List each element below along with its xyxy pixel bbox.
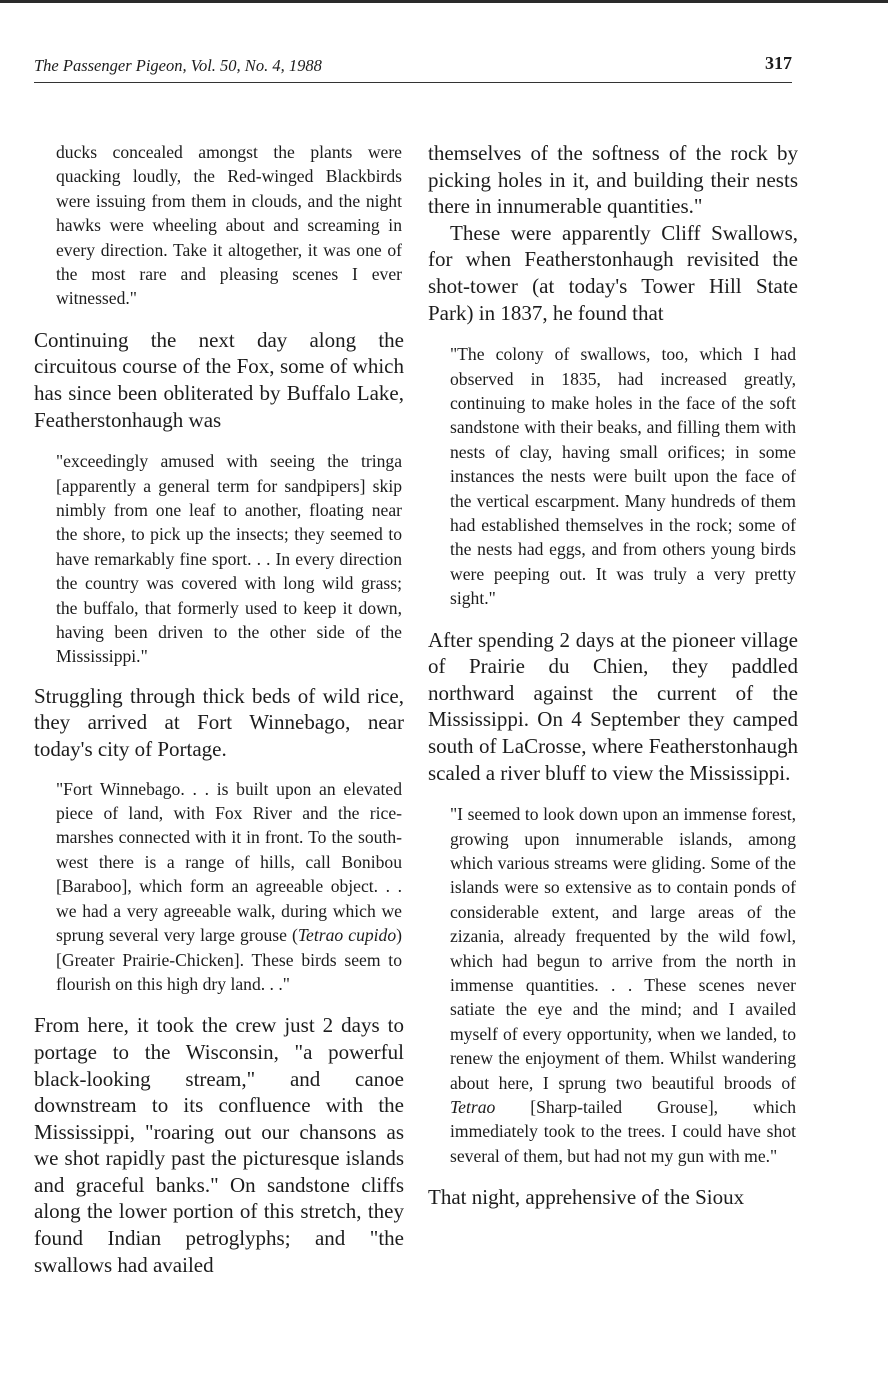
quote-text: "Fort Winnebago. . . is built upon an elevated piece of land, with Fox River and the rice-marshes connected with it in front. To the south-west there is a range of hills, call Bonibou [Baraboo], which form an agreeable object. . . we had a very agreeable walk, during which we sprung several very large grouse ( — [56, 778, 402, 946]
body-paragraph: Struggling through thick beds of wild rice, they arrived at Fort Winnebago, near today's city of Portage. — [34, 683, 404, 762]
top-border-rule — [0, 0, 888, 3]
quote-paragraph — [428, 802, 798, 1168]
quote-paragraph — [34, 777, 404, 997]
body-paragraph: Continuing the next day along the circuitous course of the Fox, some of which has since been obliterated by Buffalo Lake, Featherstonhaugh was — [34, 327, 404, 432]
body-paragraph: That night, apprehensive of the Sioux — [428, 1185, 745, 1210]
body-paragraph: themselves of the softness of the rock by picking holes in it, and building their nests there in innumerable quantities." — [428, 141, 798, 219]
quote-paragraph: ducks concealed amongst the plants were quacking loudly, the Red-winged Blackbirds were issuing from them in clouds, and the night hawks were wheeling about and screaming in every direction. Take it altogether, it was one of the most rare and pleasing scenes I ever witnessed." — [56, 142, 402, 309]
page-number: 317 — [765, 53, 792, 73]
right-column — [428, 140, 798, 1211]
quote-text: ) [Greater Prairie-Chicken]. These birds seem to flourish on this high dry land. . ." — [56, 925, 403, 994]
body-paragraph: After spending 2 days at the pioneer village of Prairie du Chien, they paddled northward against the current of the Mississippi. On 4 September they camped south of LaCrosse, where Featherstonhaugh scaled a river bluff to view the Mississippi. — [428, 627, 798, 785]
quote-text: [Sharp-tailed Grouse], which immediately took to the trees. I could have shot several of them, but had not my gun with me." — [450, 1097, 796, 1166]
body-paragraph: From here, it took the crew just 2 days to portage to the Wisconsin, "a powerful black-looking stream," and canoe downstream to its confluence with the Mississippi, "roaring out our chansons as we shot rapidly past the picturesque islands and graceful banks." On sandstone cliffs along the lower portion of this stretch, they found Indian petroglyphs; and "the swallows had availed — [34, 1013, 404, 1277]
quote-text: "I seemed to look down upon an immense forest, growing upon innumerable islands, among which various streams were gliding. Some of the islands were so extensive as to contain ponds of considerable extent, and large areas of the zizania, already frequented by the wild fowl, which had begun to arrive from the north in immense quantities. . . These scenes never satiate the eye and the mind; and I availed myself of every opportunity, when we landed, to renew the enjoyment of them. Whilst wandering about here, I sprung two beautiful broods of — [450, 804, 796, 1093]
species-name: Tetrao cupido — [297, 925, 397, 946]
quote-paragraph: "The colony of swallows, too, which I had observed in 1835, had increased greatly, continuing to make holes in the face of the soft sandstone with their beaks, and filling them with nests of clay, having small orifices; in some instances the nests were built upon the face of the vertical escarpment. Many hundreds of them had established themselves in the rock; some of the nests had eggs, and from others young birds were peeping out. It was truly a very pretty sight." — [450, 344, 796, 609]
page-header — [34, 50, 792, 83]
body-paragraph: These were apparently Cliff Swallows, for when Featherstonhaugh revisited the shot-tower (at today's Tower Hill State Park) in 1837, he found that — [428, 220, 798, 325]
quote-paragraph: "exceedingly amused with seeing the tringa [apparently a general term for sandpipers] skip nimbly from one leaf to another, floating near the shore, to pick up the insects; they seemed to have remarkably fine sport. . . In every direction the country was covered with long wild grass; the buffalo, that formerly used to keep it down, having been driven to the other side of the Mississippi." — [56, 451, 402, 667]
running-head: The Passenger Pigeon, Vol. 50, No. 4, 1988 — [34, 56, 322, 75]
left-column — [34, 140, 404, 1278]
species-name: Tetrao — [450, 1097, 496, 1118]
